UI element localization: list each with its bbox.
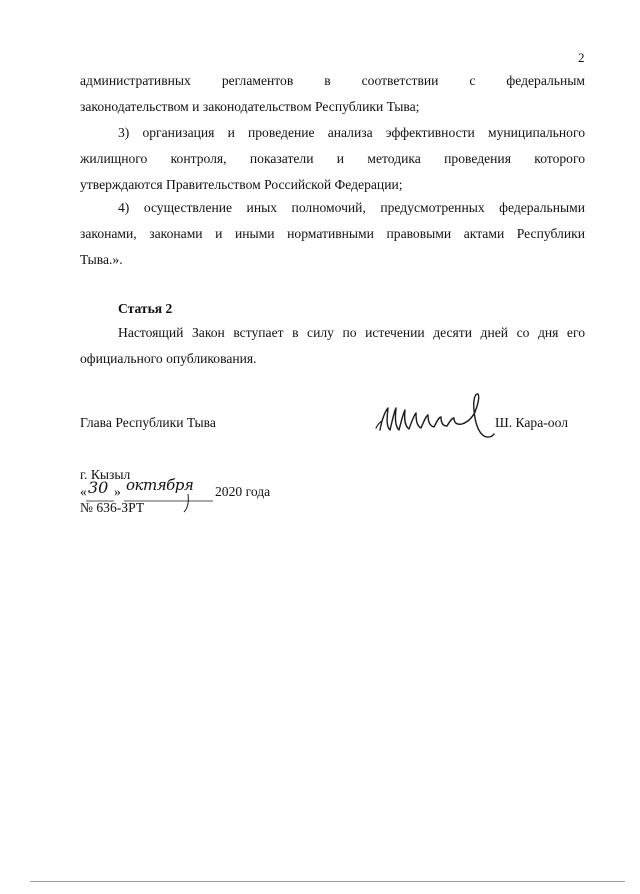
paragraph-line: законодательством и законодательством Республики Тыва; (80, 99, 420, 114)
date-close-quote: » (114, 484, 121, 499)
handwritten-month: октября (126, 476, 194, 494)
paragraph-line: жилищного контроля, показатели и методика проведения которого (80, 151, 585, 166)
article-heading: Статья 2 (118, 301, 173, 316)
paragraph-line: 3) организация и проведение анализа эффективности муниципального (118, 125, 585, 140)
scan-bottom-edge (30, 881, 625, 882)
signatory-name: Ш. Кара-оол (495, 415, 568, 430)
paragraph-regulations (80, 68, 585, 120)
paragraph-line: Настоящий Закон вступает в силу по истечении десяти дней со дня его (118, 325, 585, 340)
paragraph-line: утверждаются Правительством Российской Федерации; (80, 177, 403, 192)
date-open-quote: « (80, 484, 87, 499)
signatory-position: Глава Республики Тыва (80, 415, 216, 430)
handwritten-day: 30 (88, 478, 109, 497)
article-body (80, 320, 585, 372)
page-number: 2 (578, 50, 585, 65)
paragraph-line: административных регламентов в соответствии с федеральным (80, 73, 585, 88)
date-year: 2020 года (215, 484, 271, 499)
paragraph-item-3 (80, 120, 585, 198)
handwritten-signature (372, 388, 502, 448)
paragraph-line: законами, законами и иными нормативными правовыми актами Республики (80, 226, 585, 241)
paragraph-item-4 (80, 195, 585, 273)
paragraph-line: Тыва.». (80, 252, 123, 267)
law-number: № 636-ЗРТ (80, 500, 145, 515)
paragraph-line: 4) осуществление иных полномочий, предусмотренных федеральными (118, 200, 585, 215)
place-of-signing: г. Кызыл (80, 467, 131, 482)
paragraph-line: официального опубликования. (80, 351, 257, 366)
